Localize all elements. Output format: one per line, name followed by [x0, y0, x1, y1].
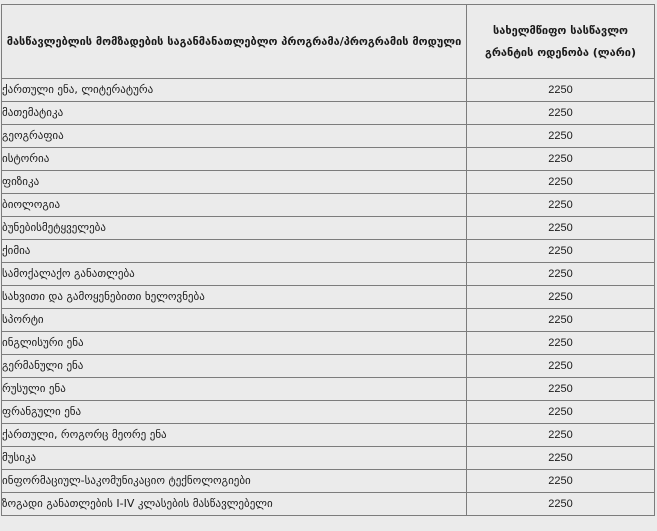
module-name-cell: გეოგრაფია: [2, 125, 467, 148]
module-name-cell: ფრანგული ენა: [2, 401, 467, 424]
module-name-cell: ბიოლოგია: [2, 194, 467, 217]
grant-amount-cell: 2250: [467, 263, 655, 286]
module-name-cell: ზოგადი განათლების I-IV კლასების მასწავლებელი: [2, 493, 467, 516]
module-name-cell: ბუნებისმეტყველება: [2, 217, 467, 240]
grant-amount-cell: 2250: [467, 447, 655, 470]
grant-amount-cell: 2250: [467, 493, 655, 516]
grant-amount-cell: 2250: [467, 79, 655, 102]
module-name-cell: ინგლისური ენა: [2, 332, 467, 355]
table-row: [2, 470, 655, 493]
table-row: [2, 79, 655, 102]
table-row: [2, 355, 655, 378]
module-name-cell: ქართული ენა, ლიტერატურა: [2, 79, 467, 102]
grant-amount-cell: 2250: [467, 401, 655, 424]
module-name-cell: ისტორია: [2, 148, 467, 171]
table-row: [2, 309, 655, 332]
module-column-header-text: მასწავლებლის მომზადების საგანმანათლებლო პროგრამა/პროგრამის მოდული: [6, 34, 462, 48]
grant-column-header-line1: სახელმწიფო სასწავლო: [493, 23, 628, 37]
module-name-cell: ქართული, როგორც მეორე ენა: [2, 424, 467, 447]
grant-amount-cell: 2250: [467, 148, 655, 171]
grant-amount-cell: 2250: [467, 217, 655, 240]
table-row: [2, 332, 655, 355]
module-name-cell: რუსული ენა: [2, 378, 467, 401]
module-name-cell: მათემატიკა: [2, 102, 467, 125]
grant-amount-cell: 2250: [467, 470, 655, 493]
table-row: [2, 240, 655, 263]
grant-amount-cell: 2250: [467, 424, 655, 447]
grant-table-container: [1, 4, 654, 529]
module-column-header: [2, 5, 467, 79]
grant-amount-cell: 2250: [467, 171, 655, 194]
grant-table: [1, 4, 655, 516]
table-row: [2, 447, 655, 470]
table-row: [2, 217, 655, 240]
table-body: [2, 79, 655, 516]
grant-column-header: [467, 5, 655, 79]
module-name-cell: ქიმია: [2, 240, 467, 263]
grant-amount-cell: 2250: [467, 102, 655, 125]
grant-amount-cell: 2250: [467, 286, 655, 309]
grant-amount-cell: 2250: [467, 332, 655, 355]
table-row: [2, 401, 655, 424]
grant-amount-cell: 2250: [467, 309, 655, 332]
table-row: [2, 493, 655, 516]
module-name-cell: მუსიკა: [2, 447, 467, 470]
module-name-cell: სამოქალაქო განათლება: [2, 263, 467, 286]
table-row: [2, 148, 655, 171]
table-row: [2, 263, 655, 286]
table-row: [2, 378, 655, 401]
grant-column-header-line2: გრანტის ოდენობა (ლარი): [484, 45, 636, 59]
table-row: [2, 102, 655, 125]
table-row: [2, 125, 655, 148]
grant-amount-cell: 2250: [467, 125, 655, 148]
grant-amount-cell: 2250: [467, 378, 655, 401]
table-row: [2, 194, 655, 217]
module-name-cell: სახვითი და გამოყენებითი ხელოვნება: [2, 286, 467, 309]
module-name-cell: ფიზიკა: [2, 171, 467, 194]
module-name-cell: გერმანული ენა: [2, 355, 467, 378]
table-row: [2, 424, 655, 447]
table-row: [2, 171, 655, 194]
grant-amount-cell: 2250: [467, 355, 655, 378]
module-name-cell: სპორტი: [2, 309, 467, 332]
grant-amount-cell: 2250: [467, 240, 655, 263]
table-row: [2, 286, 655, 309]
table-header-row: [2, 5, 655, 79]
grant-amount-cell: 2250: [467, 194, 655, 217]
module-name-cell: ინფორმაციულ-საკომუნიკაციო ტექნოლოგიები: [2, 470, 467, 493]
